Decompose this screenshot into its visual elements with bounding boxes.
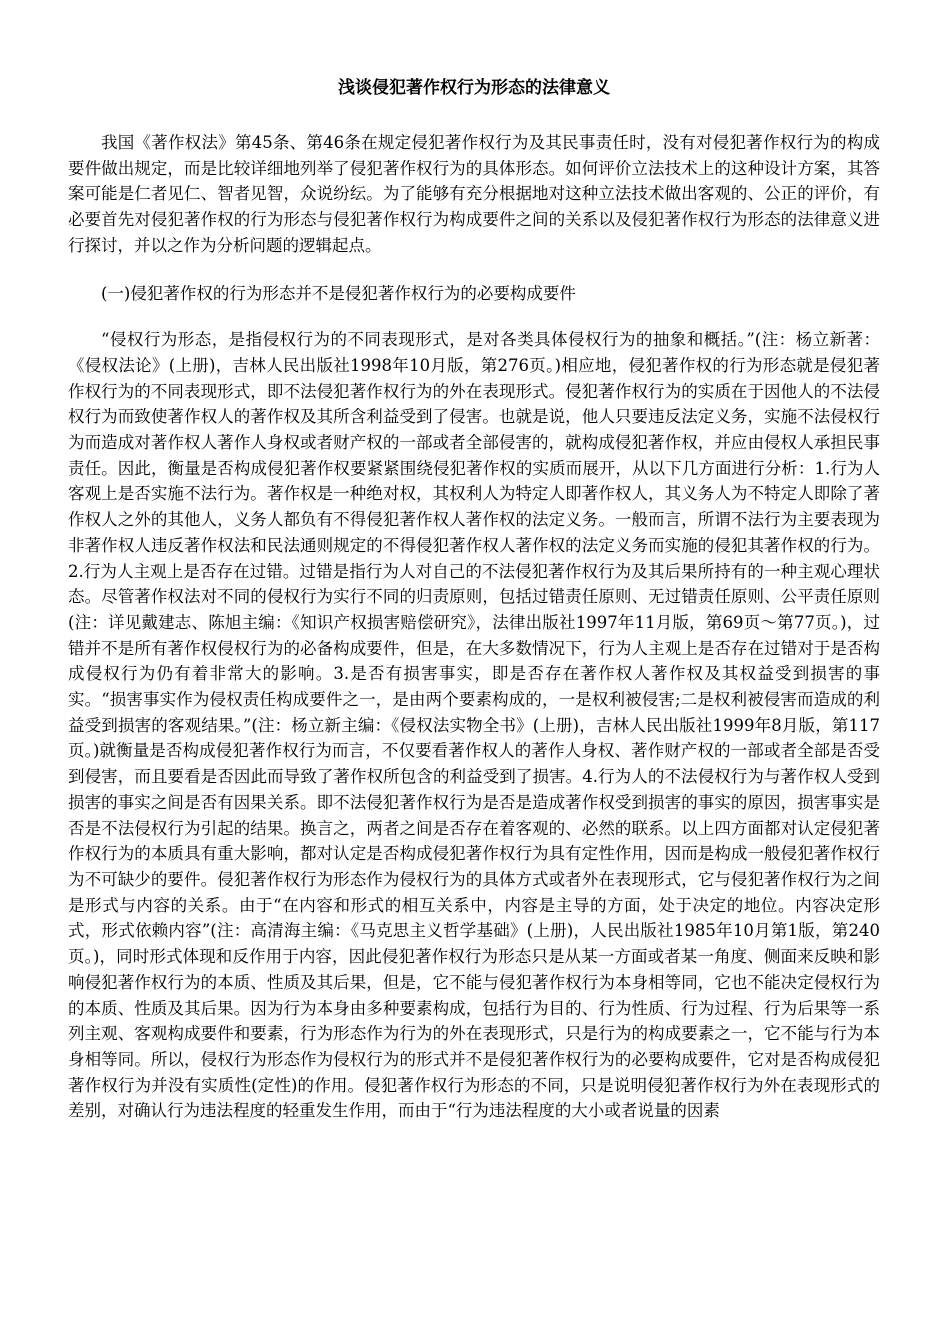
document-title: 浅谈侵犯著作权行为形态的法律意义: [338, 78, 610, 98]
section-heading: (一)侵犯著作权的行为形态并不是侵犯著作权行为的必要构成要件: [101, 283, 576, 303]
document-page: [68, 70, 880, 1124]
intro-paragraph: 我国《著作权法》第45条、第46条在规定侵犯著作权行为及其民事责任时，没有对侵犯著作权行为的构成要件做出规定，而是比较详细地列举了侵犯著作权行为的具体形态。如何评价立法技术上的这种设计方案，其答案可能是仁者见仁、智者见智，众说纷纭。为了能够有充分根据地对这种立法技术做出客观的、公正的评价，有必要首先对侵犯著作权的行为形态与侵犯著作权行为构成要件之间的关系以及侵犯著作权行为形态的法律意义进行探讨，并以之作为分析问题的逻辑起点。: [68, 133, 880, 255]
body-paragraph: “侵权行为形态，是指侵权行为的不同表现形式，是对各类具体侵权行为的抽象和概括。”(注：杨立新著：《侵权法论》(上册)，吉林人民出版社1998年10月版，第276页。)相应地，侵犯著作权的行为形态就是侵犯著作权行为的不同表现形式，即不法侵犯著作权行为的外在表现形式。侵犯著作权行为的实质在于因他人的不法侵权行为而致使著作权人的著作权及其所含利益受到了侵害。也就是说，他人只要违反法定义务，实施不法侵权行为而造成对著作权人著作人身权或者财产权的一部或者全部侵害的，就构成侵犯著作权，并应由侵权人承担民事责任。因此，衡量是否构成侵犯著作权要紧紧围绕侵犯著作权的实质而展开，从以下几方面进行分析：1.行为人客观上是否实施不法行为。著作权是一种绝对权，其权利人为特定人即著作权人，其义务人为不特定人即除了著作权人之外的其他人，义务人都负有不得侵犯著作权人著作权的法定义务。一般而言，所谓不法行为主要表现为非著作权人违反著作权法和民法通则规定的不得侵犯著作权人著作权的法定义务而实施的侵犯其著作权的行为。2.行为人主观上是否存在过错。过错是指行为人对自己的不法侵犯著作权行为及其后果所持有的一种主观心理状态。尽管著作权法对不同的侵权行为实行不同的归责原则，包括过错责任原则、无过错责任原则、公平责任原则(注：详见戴建志、陈旭主编：《知识产权损害赔偿研究》，法律出版社1997年11月版，第69页～第77页。)，过错并不是所有著作权侵权行为的必备构成要件，但是，在大多数情况下，行为人主观上是否存在过错对于是否构成侵权行为仍有着非常大的影响。3.是否有损害事实，即是否存在著作权人著作权及其权益受到损害的事实。“损害事实作为侵权责任构成要件之一，是由两个要素构成的，一是权利被侵害;二是权利被侵害而造成的利益受到损害的客观结果。”(注：杨立新主编：《侵权法实物全书》(上册)，吉林人民出版社1999年8月版，第117页。)就衡量是否构成侵犯著作权行为而言，不仅要看著作权人的著作人身权、著作财产权的一部或者全部是否受到侵害，而且要看是否因此而导致了著作权所包含的利益受到了损害。4.行为人的不法侵权行为与著作权人受到损害的事实之间是否有因果关系。即不法侵犯著作权行为是否是造成著作权受到损害的事实的原因，损害事实是否是不法侵权行为引起的结果。换言之，两者之间是否存在着客观的、必然的联系。以上四方面都对认定侵犯著作权行为的本质具有重大影响，都对认定是否构成侵犯著作权行为具有定性作用，因而是构成一般侵犯著作权行为不可缺少的要件。侵犯著作权行为形态作为侵权行为的具体方式或者外在表现形式，它与侵犯著作权行为之间是形式与内容的关系。由于“在内容和形式的相互关系中，内容是主导的方面，处于决定的地位。内容决定形式，形式依赖内容”(注：高清海主编：《马克思主义哲学基础》(上册)，人民出版社1985年10月第1版，第240页。)，同时形式体现和反作用于内容，因此侵犯著作权行为形态只是从某一方面或者某一角度、侧面来反映和影响侵犯著作权行为的本质、性质及其后果，但是，它不能与侵犯著作权行为本身相等同，它也不能决定侵权行为的本质、性质及其后果。因为行为本身由多种要素构成，包括行为目的、行为性质、行为过程、行为后果等一系列主观、客观构成要件和要素，行为形态作为行为的外在表现形式，只是行为的构成要素之一，它不能与行为本身相等同。所以，侵权行为形态作为侵权行为的形式并不是侵犯著作权行为的必要构成要件，它对是否构成侵犯著作权行为并没有实质性(定性)的作用。侵犯著作权行为形态的不同，只是说明侵犯著作权行为外在表现形式的差别，对确认行为违法程度的轻重发生作用，而由于“行为违法程度的大小或者说量的因素: [68, 330, 880, 1121]
